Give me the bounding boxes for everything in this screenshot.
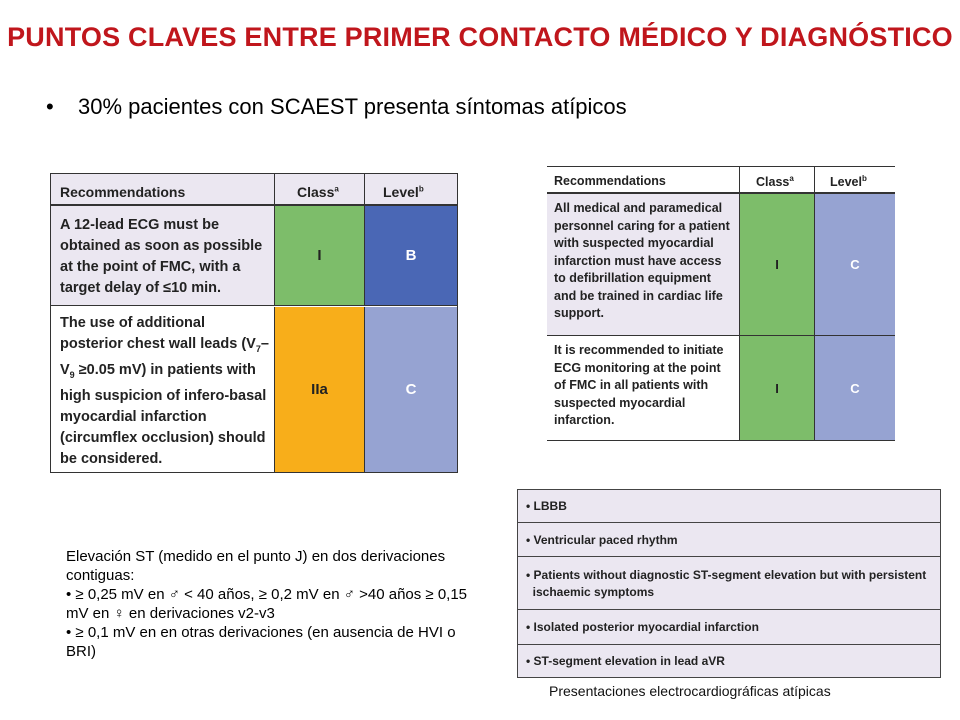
list-item [518, 490, 940, 523]
header-recommendations [51, 174, 275, 206]
recommendations-table-ecg [50, 173, 458, 473]
t2-header-class-sup: a [789, 174, 794, 183]
t2-header-class-label: Class [756, 175, 790, 190]
row1-level: B [365, 206, 457, 306]
t2-row2-level: C [815, 336, 895, 441]
list-item-text: • ST-segment elevation in lead aVR [526, 654, 725, 668]
t2-row1-class: I [740, 194, 815, 336]
recommendations-table-monitoring [547, 166, 895, 442]
list-item-text-continued: ischaemic symptoms [526, 584, 655, 599]
header-rec-label: Recommendations [60, 184, 186, 200]
t2-header-level-label: Level [830, 175, 862, 190]
st-elevation-criteria [66, 547, 486, 661]
list-item [518, 523, 940, 557]
atypical-presentations-table [517, 489, 941, 678]
t2-header-class [740, 166, 815, 194]
list-item-text: • Ventricular paced rhythm [526, 532, 678, 547]
header-class-label: Class [297, 184, 335, 200]
row2-sub1: 7 [255, 343, 261, 354]
t2-header-level [815, 166, 895, 194]
t2-header-level-sup: b [861, 174, 867, 183]
row2-recommendation [51, 307, 275, 472]
list-item [518, 557, 940, 610]
header-class-sup: a [334, 184, 339, 194]
slide-title: PUNTOS CLAVES ENTRE PRIMER CONTACTO MÉDICO Y DIAGNÓSTICO [7, 22, 953, 52]
t2-row2-recommendation: It is recommended to initiate ECG monitoring at the point of FMC in all patients with suspected myocardial infarction. [547, 336, 740, 441]
row2-text-c: ≥0.05 mV) in patients with high suspicion of infero-basal myocardial infarction (circumflex occlusion) should be considered. [60, 361, 267, 467]
header-level [365, 174, 457, 206]
row2-level: C [365, 307, 457, 472]
bullet-text: 30% pacientes con SCAEST presenta síntomas atípicos [78, 94, 627, 119]
bullet-point [46, 94, 627, 120]
table-caption: Presentaciones electrocardiográficas atípicas [549, 683, 831, 699]
header-class [275, 174, 365, 206]
t2-row1-level: C [815, 194, 895, 336]
t2-row2-class: I [740, 336, 815, 441]
row2-sub2: 9 [69, 369, 75, 380]
criteria-intro: Elevación ST (medido en el punto J) en dos derivaciones contiguas: [66, 548, 446, 584]
row1-recommendation: A 12-lead ECG must be obtained as soon as possible at the point of FMC, with a target delay of ≤10 min. [51, 206, 275, 306]
list-item-text: • Isolated posterior myocardial infarction [526, 620, 759, 634]
criteria-item-2: • ≥ 0,1 mV en en otras derivaciones (en ausencia de HVI o BRI) [66, 624, 456, 660]
row2-class: IIa [275, 307, 365, 472]
header-level-label: Level [383, 184, 419, 200]
row2-text-b: –V [60, 336, 269, 378]
row1-class: I [275, 206, 365, 306]
t2-row1-recommendation: All medical and paramedical personnel caring for a patient with suspected myocardial infarction must have access to defibrillation equipment and be trained in cardiac life support. [547, 194, 740, 336]
list-item-text: • Patients without diagnostic ST-segment elevation but with persistent [526, 567, 927, 582]
criteria-item-1: • ≥ 0,25 mV en ♂ < 40 años, ≥ 0,2 mV en ♂ >40 años ≥ 0,15 mV en ♀ en derivaciones v2-v3 [66, 586, 468, 622]
header-level-sup: b [418, 184, 424, 194]
list-item-text: • LBBB [526, 499, 567, 513]
t2-header-recommendations: Recommendations [547, 166, 740, 194]
bullet-dot-icon: • [46, 94, 54, 119]
row2-text-a: The use of additional posterior chest wall leads (V [60, 315, 256, 352]
list-item [518, 645, 940, 677]
list-item [518, 610, 940, 645]
